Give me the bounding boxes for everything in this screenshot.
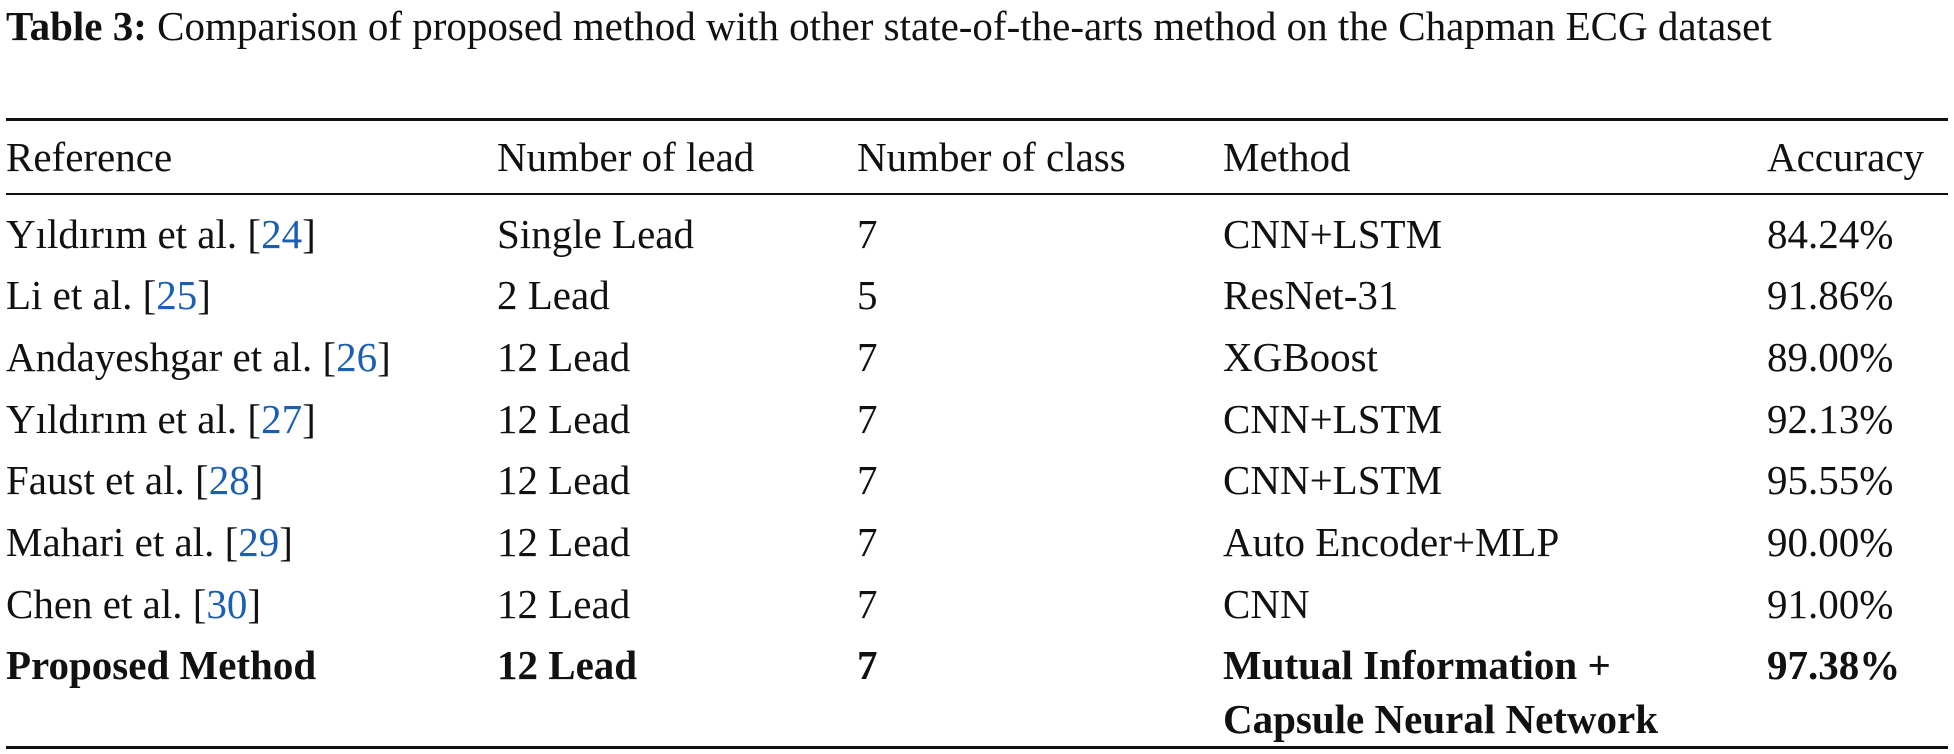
caption-label: Table 3:	[6, 3, 147, 49]
citation-link[interactable]: 28	[208, 457, 250, 503]
header-number-of-lead: Number of lead	[497, 134, 755, 180]
method-line-2: Capsule Neural Network	[1223, 696, 1659, 742]
header-rule	[6, 193, 1948, 195]
accuracy-cell: 90.00%	[1767, 519, 1894, 565]
class-cell: 7	[857, 642, 878, 688]
citation-link[interactable]: 24	[261, 211, 303, 257]
table-caption	[6, 0, 1946, 52]
header-accuracy: Accuracy	[1767, 134, 1925, 180]
method-cell: CNN+LSTM	[1223, 211, 1443, 257]
accuracy-cell: 91.86%	[1767, 272, 1894, 318]
caption-text: Comparison of proposed method with other state-of-the-arts method on the Chapman ECG dataset	[157, 3, 1772, 49]
method-cell	[1223, 638, 1658, 746]
lead-cell: 12 Lead	[497, 334, 631, 380]
reference-cell: Faust et al. [28]	[6, 457, 264, 503]
accuracy-cell: 95.55%	[1767, 457, 1894, 503]
reference-cell: Li et al. [25]	[6, 272, 211, 318]
bottom-rule	[6, 746, 1948, 749]
method-cell: XGBoost	[1223, 334, 1378, 380]
lead-cell: 12 Lead	[497, 396, 631, 442]
accuracy-cell: 84.24%	[1767, 211, 1894, 257]
accuracy-cell: 97.38%	[1767, 642, 1901, 688]
class-cell: 7	[857, 211, 878, 257]
class-cell: 5	[857, 272, 878, 318]
method-cell: ResNet-31	[1223, 272, 1399, 318]
method-cell: Auto Encoder+MLP	[1223, 519, 1560, 565]
header-number-of-class: Number of class	[857, 134, 1126, 180]
reference-cell: Chen et al. [30]	[6, 581, 262, 627]
class-cell: 7	[857, 457, 878, 503]
accuracy-cell: 92.13%	[1767, 396, 1894, 442]
citation-link[interactable]: 26	[336, 334, 378, 380]
lead-cell: 12 Lead	[497, 581, 631, 627]
header-reference: Reference	[6, 134, 173, 180]
lead-cell: Single Lead	[497, 211, 694, 257]
citation-link[interactable]: 25	[156, 272, 198, 318]
top-rule	[6, 118, 1948, 121]
class-cell: 7	[857, 334, 878, 380]
method-cell: CNN+LSTM	[1223, 396, 1443, 442]
lead-cell: 12 Lead	[497, 642, 638, 688]
class-cell: 7	[857, 396, 878, 442]
citation-link[interactable]: 27	[261, 396, 303, 442]
class-cell: 7	[857, 519, 878, 565]
header-method: Method	[1223, 134, 1351, 180]
class-cell: 7	[857, 581, 878, 627]
reference-cell: Mahari et al. [29]	[6, 519, 293, 565]
method-line-1: Mutual Information +	[1223, 642, 1611, 688]
reference-cell: Andayeshgar et al. [26]	[6, 334, 391, 380]
accuracy-cell: 89.00%	[1767, 334, 1894, 380]
reference-cell: Proposed Method	[6, 642, 317, 688]
citation-link[interactable]: 30	[206, 581, 248, 627]
reference-cell: Yıldırım et al. [24]	[6, 211, 316, 257]
accuracy-cell: 91.00%	[1767, 581, 1894, 627]
lead-cell: 12 Lead	[497, 519, 631, 565]
citation-link[interactable]: 29	[238, 519, 280, 565]
lead-cell: 12 Lead	[497, 457, 631, 503]
reference-cell: Yıldırım et al. [27]	[6, 396, 316, 442]
method-cell: CNN+LSTM	[1223, 457, 1443, 503]
lead-cell: 2 Lead	[497, 272, 610, 318]
method-cell: CNN	[1223, 581, 1310, 627]
